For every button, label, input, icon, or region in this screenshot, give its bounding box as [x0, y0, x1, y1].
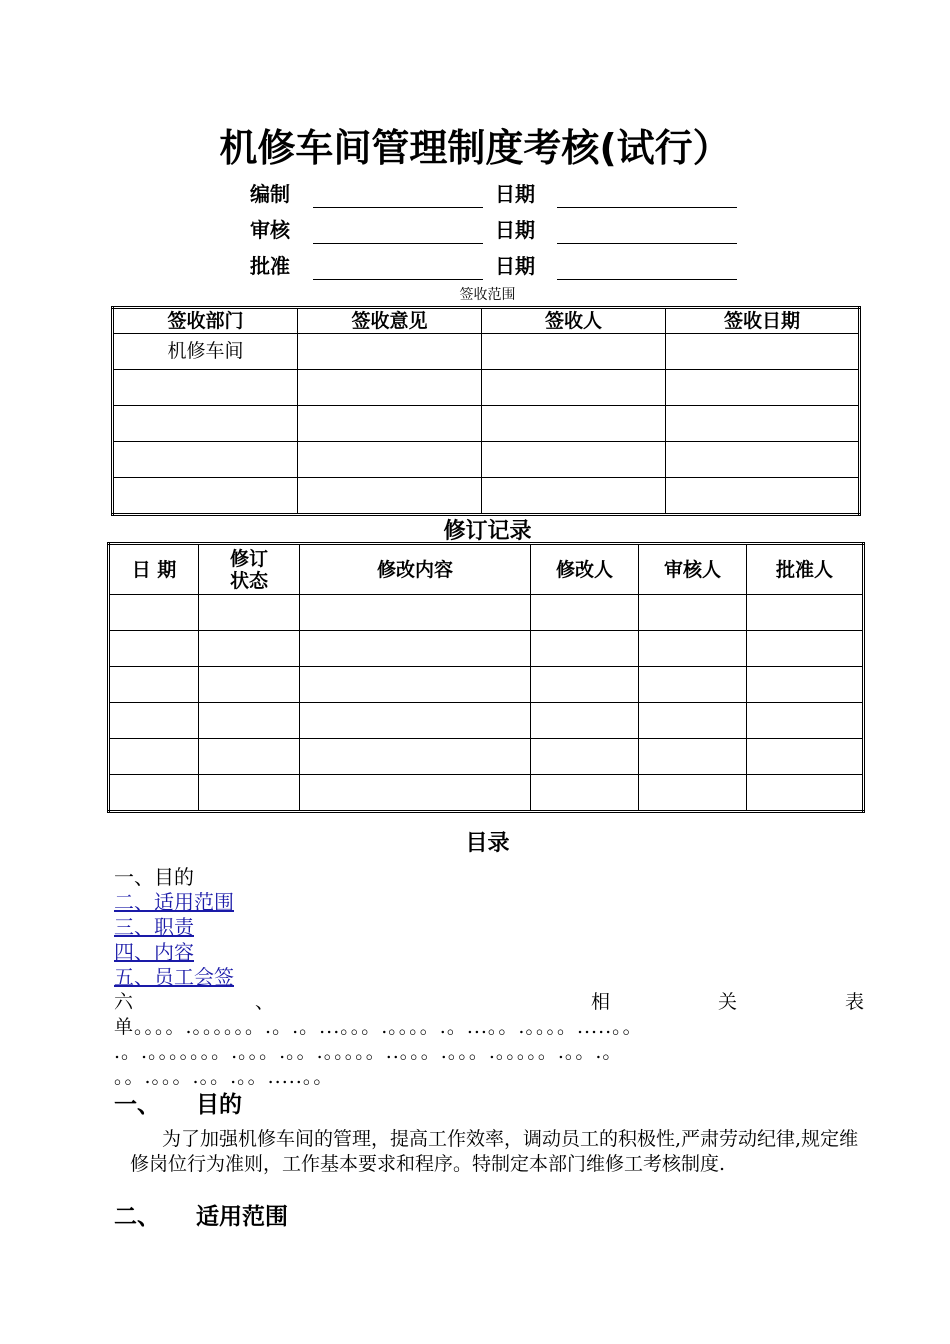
table-cell[interactable]	[199, 667, 300, 703]
table-cell[interactable]	[531, 703, 639, 739]
sign-label-compile: 编制	[250, 182, 290, 206]
toc-link-content[interactable]: 四、内容	[114, 940, 194, 964]
table-cell[interactable]	[199, 775, 300, 812]
table-cell[interactable]	[747, 739, 864, 775]
table-cell[interactable]	[300, 631, 531, 667]
section-1-number: 一、	[114, 1092, 160, 1118]
table-cell[interactable]	[482, 334, 666, 370]
table-row	[109, 739, 864, 775]
table-cell[interactable]	[639, 631, 747, 667]
table-cell[interactable]	[199, 595, 300, 631]
table-cell[interactable]	[109, 739, 199, 775]
table-cell[interactable]	[531, 667, 639, 703]
table-row	[109, 631, 864, 667]
section-2-title: 适用范围	[196, 1204, 289, 1230]
document-title: 机修车间管理制度考核(试行）	[219, 126, 731, 170]
table-cell[interactable]	[482, 478, 666, 515]
table-cell[interactable]	[109, 595, 199, 631]
section-2-number: 二、	[114, 1204, 160, 1230]
header-rev-editor: 修改人	[531, 544, 639, 595]
table-row	[113, 442, 860, 478]
table-cell[interactable]	[639, 703, 747, 739]
date-line-compile[interactable]	[557, 207, 737, 208]
header-rev-date: 日 期	[109, 544, 199, 595]
table-cell[interactable]	[666, 370, 860, 406]
table-cell[interactable]: 机修车间	[113, 334, 298, 370]
table-cell[interactable]	[639, 595, 747, 631]
date-label-review: 日期	[495, 218, 535, 242]
receipt-table	[111, 306, 861, 516]
date-label-approve: 日期	[495, 254, 535, 278]
header-rev-status	[199, 544, 300, 595]
table-cell[interactable]	[482, 406, 666, 442]
table-row	[113, 370, 860, 406]
table-cell[interactable]	[300, 703, 531, 739]
toc-forms-spread-line	[114, 990, 864, 1015]
section-2-heading	[114, 1198, 288, 1231]
table-cell[interactable]	[747, 703, 864, 739]
toc-forms-dots-3: 。。.。。。.。。.。。.....。。	[114, 1066, 334, 1088]
toc-title: 目录	[465, 831, 510, 856]
table-cell[interactable]	[300, 667, 531, 703]
toc-list	[114, 865, 234, 990]
sign-label-review: 审核	[250, 218, 290, 242]
table-cell[interactable]	[747, 775, 864, 812]
toc-link-duties[interactable]: 三、职责	[114, 915, 194, 939]
sign-line-approve[interactable]	[313, 279, 483, 280]
table-cell[interactable]	[113, 370, 298, 406]
table-row	[113, 334, 860, 370]
header-date: 签收日期	[666, 308, 860, 334]
table-row	[113, 406, 860, 442]
date-line-review[interactable]	[557, 243, 737, 244]
table-cell[interactable]	[199, 703, 300, 739]
toc-link-scope[interactable]: 二、适用范围	[114, 890, 234, 914]
table-cell[interactable]	[298, 442, 482, 478]
table-cell[interactable]	[298, 406, 482, 442]
header-opinion: 签收意见	[298, 308, 482, 334]
toc-forms-dots-2: .。.。。。。。。。.。。。.。。.。。。。。..。。。.。。。.。。。。。.。。.。	[114, 1041, 623, 1063]
table-cell[interactable]	[639, 739, 747, 775]
table-cell[interactable]	[300, 739, 531, 775]
table-cell[interactable]	[199, 739, 300, 775]
toc-forms-part: 、	[254, 991, 274, 1013]
table-cell[interactable]	[666, 406, 860, 442]
table-row	[109, 703, 864, 739]
table-row	[113, 478, 860, 515]
receipt-header-row	[113, 308, 860, 334]
toc-item-purpose: 一、目的	[114, 865, 194, 889]
table-cell[interactable]	[109, 667, 199, 703]
header-rev-reviewer: 审核人	[639, 544, 747, 595]
revision-header-row	[109, 544, 864, 595]
table-cell[interactable]	[113, 478, 298, 515]
table-cell[interactable]	[109, 775, 199, 812]
revision-table-body	[109, 595, 864, 812]
section-1-heading	[114, 1086, 242, 1119]
section-1-title: 目的	[196, 1092, 243, 1118]
table-cell[interactable]	[639, 775, 747, 812]
section-1-body: 为了加强机修车间的管理，提高工作效率，调动员工的积极性,严肃劳动纪律,规定维修岗位行为准则，工作基本要求和程序。特制定本部门维修工考核制度.	[130, 1128, 859, 1175]
table-cell[interactable]	[298, 334, 482, 370]
table-cell[interactable]	[298, 478, 482, 515]
toc-forms-part: 相	[591, 991, 611, 1013]
table-cell[interactable]	[199, 631, 300, 667]
scope-caption: 签收范围	[459, 287, 516, 303]
table-cell[interactable]	[531, 739, 639, 775]
table-cell[interactable]	[747, 595, 864, 631]
table-cell[interactable]	[666, 334, 860, 370]
table-cell[interactable]	[298, 370, 482, 406]
header-rev-status-text: 修订状态	[229, 547, 268, 592]
table-row	[109, 775, 864, 812]
toc-item-forms	[114, 990, 864, 1090]
sign-label-approve: 批准	[250, 254, 290, 278]
revision-title: 修订记录	[443, 519, 532, 544]
header-rev-approver: 批准人	[747, 544, 864, 595]
table-cell[interactable]	[531, 631, 639, 667]
table-cell[interactable]	[482, 370, 666, 406]
sign-line-compile[interactable]	[313, 207, 483, 208]
table-row	[109, 595, 864, 631]
table-cell[interactable]	[109, 631, 199, 667]
header-rev-content: 修改内容	[300, 544, 531, 595]
sign-line-review[interactable]	[313, 243, 483, 244]
table-cell[interactable]	[639, 667, 747, 703]
date-label-compile: 日期	[495, 182, 535, 206]
toc-forms-dots-1: 单。。。。.。。。。。。.。.。...。。。.。。。。.。...。。.。。。。.....。。	[114, 1016, 643, 1038]
table-cell[interactable]	[113, 406, 298, 442]
date-line-approve[interactable]	[557, 279, 737, 280]
revision-table	[107, 542, 865, 813]
table-cell[interactable]	[300, 595, 531, 631]
toc-forms-part: 六	[114, 991, 134, 1013]
header-signer: 签收人	[482, 308, 666, 334]
table-cell[interactable]	[666, 442, 860, 478]
header-dept: 签收部门	[113, 308, 298, 334]
table-row	[109, 667, 864, 703]
table-cell[interactable]	[747, 631, 864, 667]
toc-forms-part: 关	[717, 991, 737, 1013]
table-cell[interactable]	[113, 442, 298, 478]
table-cell[interactable]	[531, 775, 639, 812]
table-cell[interactable]	[300, 775, 531, 812]
table-cell[interactable]	[482, 442, 666, 478]
table-cell[interactable]	[531, 595, 639, 631]
table-cell[interactable]	[666, 478, 860, 515]
toc-link-signoff[interactable]: 五、员工会签	[114, 965, 234, 989]
table-cell[interactable]	[747, 667, 864, 703]
table-cell[interactable]	[109, 703, 199, 739]
toc-forms-part: 表	[844, 991, 864, 1013]
